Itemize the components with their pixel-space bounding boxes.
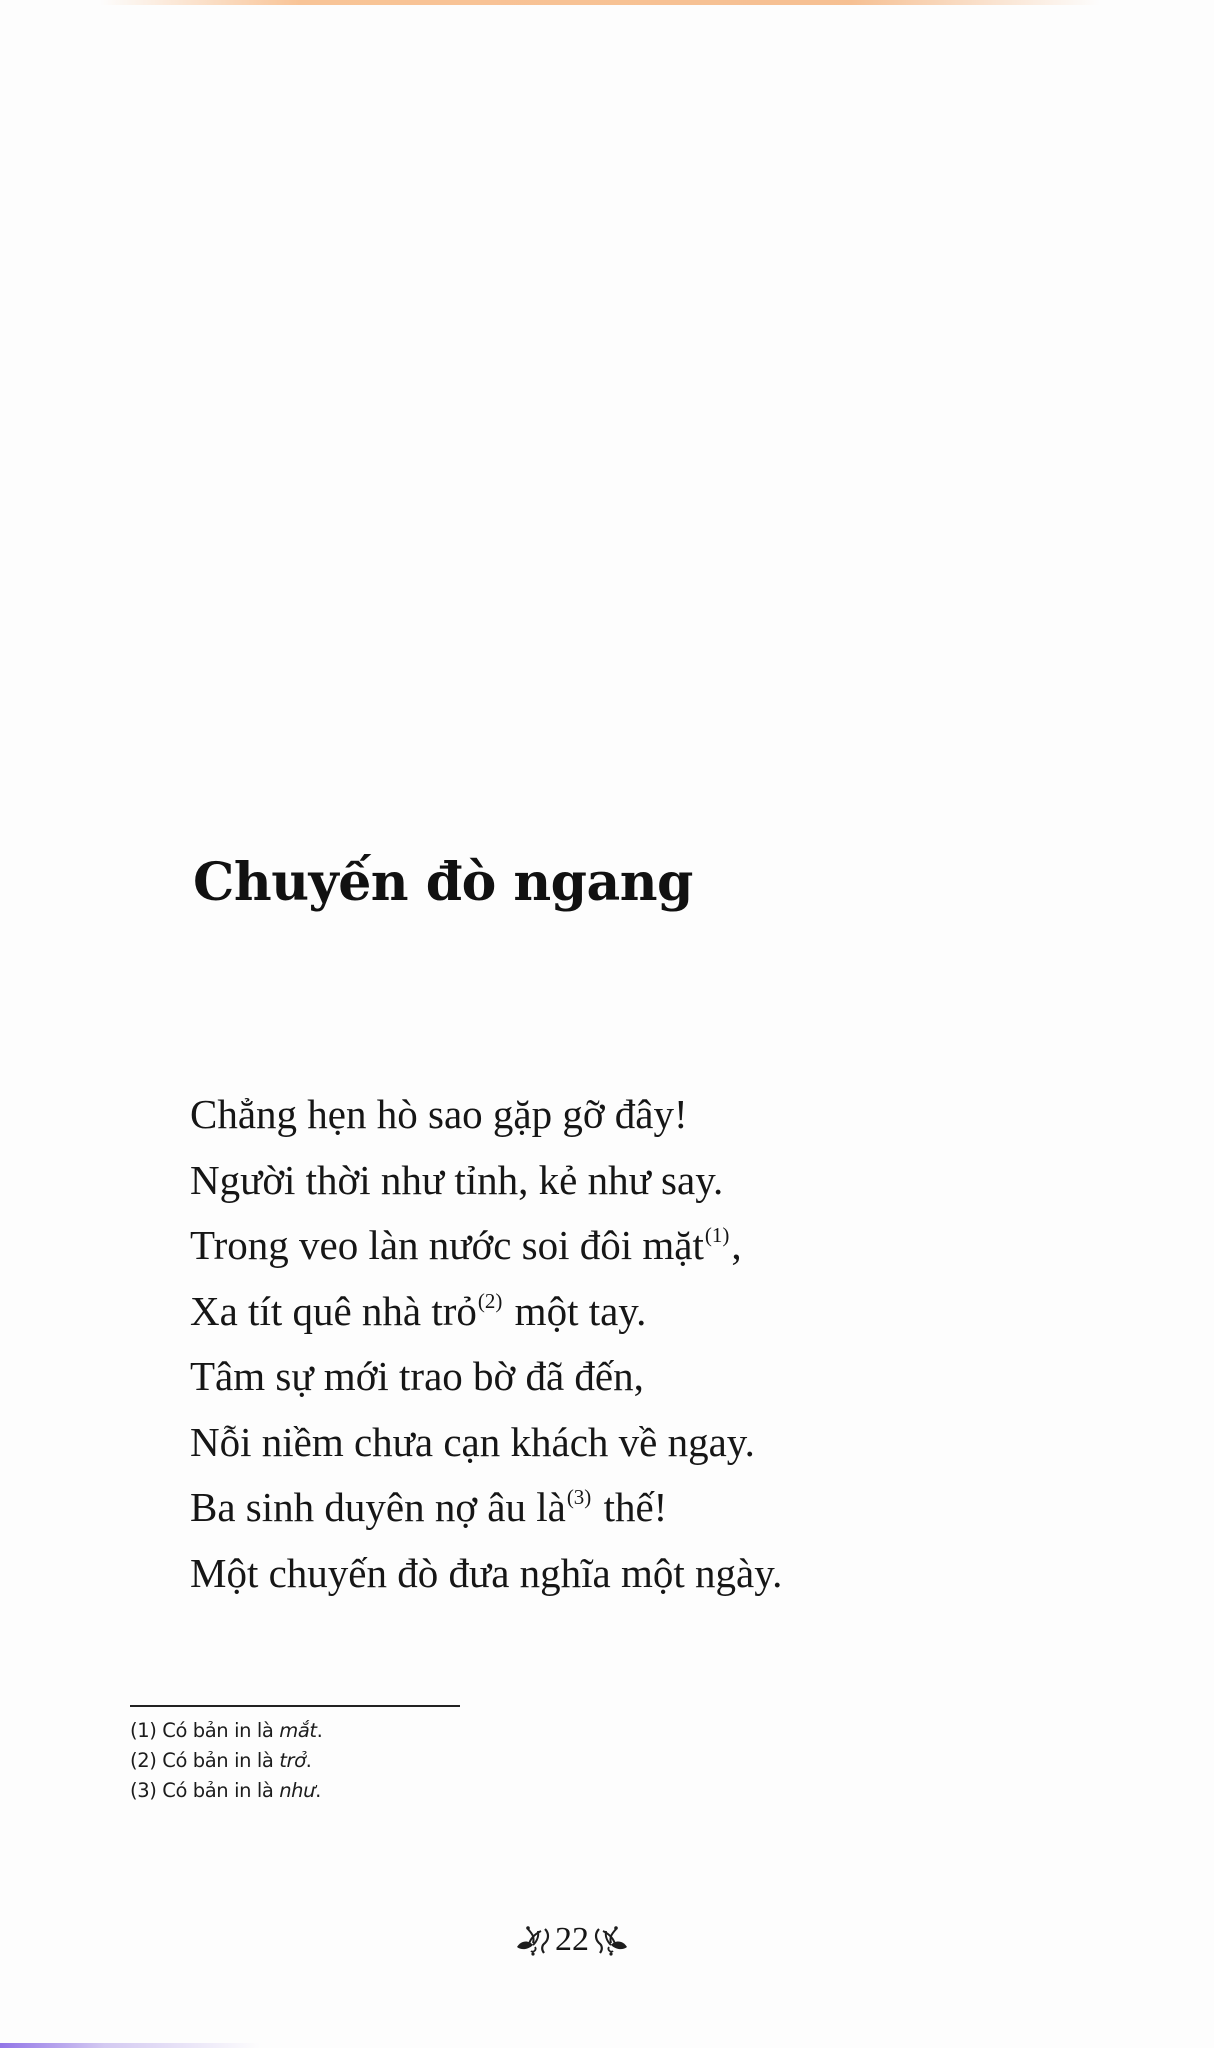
floral-ornament-icon — [593, 1923, 629, 1957]
floral-ornament-icon — [515, 1923, 551, 1957]
poem-line: Xa tít quê nhà trỏ$^{(2)}$ một tay. — [190, 1287, 647, 1334]
poem-line: Chẳng hẹn hò sao gặp gỡ đây! — [190, 1091, 688, 1137]
footnote-ref[interactable]: (2) — [477, 1288, 503, 1313]
poem-title: Chuyến đò ngang — [193, 852, 693, 913]
footnote-ref[interactable]: (3) — [566, 1485, 592, 1509]
footnote-item: (1) Có bản in là mắt. — [130, 1719, 323, 1742]
poem-body — [190, 1082, 782, 1606]
page-number: 22 — [555, 1921, 589, 1958]
page-footer — [507, 1915, 637, 1965]
footnote-ref[interactable]: (1) — [704, 1223, 730, 1247]
page-bottom-edge — [0, 2043, 260, 2048]
poem-line: Ba sinh duyên nợ âu $là^{(3)}$ thế! — [190, 1484, 668, 1530]
poem-line: Người thời như tỉnh, kẻ như say. — [190, 1156, 724, 1203]
footnote-item: (3) Có bản in là như. — [130, 1779, 321, 1802]
page-top-edge — [100, 0, 1100, 5]
poem-line: Tâm sự mới trao bờ đã đến, — [190, 1353, 644, 1399]
footnote-item: (2) Có bản in là trở. — [130, 1749, 312, 1772]
poem-line: Trong veo làn nước soi đôi mặt$^{(1)}$, — [190, 1222, 742, 1268]
poem-line: Nỗi niềm chưa cạn khách về ngay. — [190, 1418, 755, 1465]
poem-line: Một chuyến đò đưa nghĩa một ngày. — [190, 1549, 783, 1596]
footnotes — [130, 1716, 322, 1806]
footnote-divider — [130, 1705, 460, 1707]
